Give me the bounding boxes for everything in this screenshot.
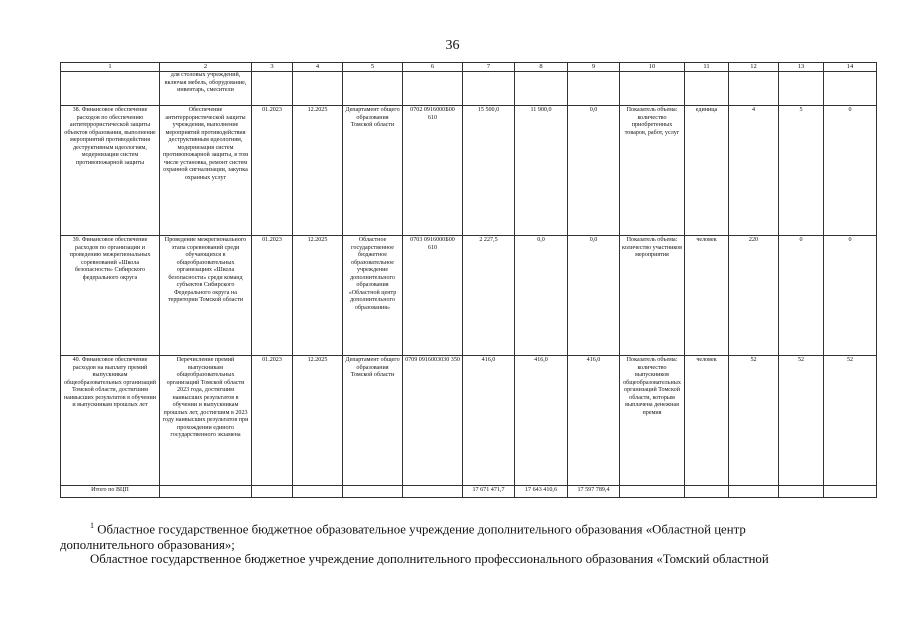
column-number-row <box>61 63 877 72</box>
activity-description: Проведение межрегионального этапа соревнований среди обучающихся в общеобразовательных организациях «Школа безопасности» среди команд субъектов Сибирского Федерального округа на территории Томской области <box>160 236 252 356</box>
value-2025: 0 <box>824 236 877 356</box>
program-table <box>60 62 877 498</box>
column-number: 7 <box>463 63 515 72</box>
total-2024: 17 643 410,6 <box>515 486 568 498</box>
column-number: 12 <box>729 63 779 72</box>
table-row <box>61 356 877 486</box>
executor: Департамент общего образования Томской области <box>343 356 403 486</box>
amount-2025: 0,0 <box>568 236 620 356</box>
indicator: Показатель объема: количество участников мероприятия <box>620 236 685 356</box>
column-number: 9 <box>568 63 620 72</box>
activity-description: Перечисление премий выпускникам общеобразовательных организаций Томской области 2023 года, достигшим наивысших результатов в обучении и выпускникам прошлых лет, достигшим в 2023 году наивысших результатов при прохождении единого государственного экзамена <box>160 356 252 486</box>
indicator: Показатель объема: количество выпускников общеобразовательных организаций Томской области, которым выплачена денежная премия <box>620 356 685 486</box>
column-number: 3 <box>252 63 293 72</box>
amount-2024: 416,0 <box>515 356 568 486</box>
value-2024: 52 <box>779 356 824 486</box>
value-2023: 4 <box>729 106 779 236</box>
value-2024: 5 <box>779 106 824 236</box>
amount-2024: 0,0 <box>515 236 568 356</box>
column-number: 10 <box>620 63 685 72</box>
page-number: 36 <box>445 38 460 53</box>
start-date: 01.2023 <box>252 106 293 236</box>
continuation-text: для столовых учреждений, включая мебель, оборудование, инвентарь, смесители <box>160 72 252 106</box>
activity-name: 38. Финансовое обеспечение расходов по обеспечению антитеррористической защиты объектов образования, выполнение мероприятий противодействия деструктивным идеологиям, модернизации систем противопожарной защиты <box>61 106 160 236</box>
footnote-mark: 1 <box>90 521 94 530</box>
unit: единица <box>685 106 729 236</box>
unit: человек <box>685 236 729 356</box>
table-row <box>61 106 877 236</box>
activity-name: 40. Финансовое обеспечение расходов на выплату премий выпускникам общеобразовательных организаций Томской области, достигшим наивысших результатов в обучении и выпускникам прошлых лет <box>61 356 160 486</box>
indicator: Показатель объема: количество приобретенных товаров, работ, услуг <box>620 106 685 236</box>
amount-2024: 11 900,0 <box>515 106 568 236</box>
start-date: 01.2023 <box>252 236 293 356</box>
amount-2023: 2 227,5 <box>463 236 515 356</box>
footnote-2: Областное государственное бюджетное учреждение дополнительного профессионального образования «Томский областной <box>90 552 769 566</box>
amount-2025: 0,0 <box>568 106 620 236</box>
budget-code: 0709 0916003030 350 <box>403 356 463 486</box>
executor: Департамент общего образования Томской области <box>343 106 403 236</box>
column-number: 4 <box>293 63 343 72</box>
value-2025: 52 <box>824 356 877 486</box>
end-date: 12.2025 <box>293 106 343 236</box>
amount-2023: 416,0 <box>463 356 515 486</box>
column-number: 14 <box>824 63 877 72</box>
amount-2023: 15 500,0 <box>463 106 515 236</box>
total-row <box>61 486 877 498</box>
column-number: 8 <box>515 63 568 72</box>
total-2023: 17 671 471,7 <box>463 486 515 498</box>
table-row <box>61 236 877 356</box>
value-2023: 52 <box>729 356 779 486</box>
footnote-1-text: Областное государственное бюджетное образовательное учреждение дополнительного образования «Областной центр дополнительного образования»; <box>60 522 746 553</box>
column-number: 1 <box>61 63 160 72</box>
activity-description: Обеспечение антитеррористической защиты учреждения, выполнение мероприятий противодействия деструктивным идеологиям, модернизация систем противопожарной защиты, в том числе установка, ремонт систем охранной сигнализации, закупка охранных услуг <box>160 106 252 236</box>
column-number: 13 <box>779 63 824 72</box>
budget-code: 0703 0916000Б00 610 <box>403 236 463 356</box>
unit: человек <box>685 356 729 486</box>
column-number: 2 <box>160 63 252 72</box>
column-number: 11 <box>685 63 729 72</box>
budget-code: 0702 0916000Б00 610 <box>403 106 463 236</box>
value-2024: 0 <box>779 236 824 356</box>
total-label: Итого по ВЦП <box>61 486 160 498</box>
amount-2025: 416,0 <box>568 356 620 486</box>
footnote-1 <box>60 518 840 553</box>
executor: Областное государственное бюджетное образовательное учреждение дополнительного образования «Областной центр дополнительного образования» <box>343 236 403 356</box>
start-date: 01.2023 <box>252 356 293 486</box>
activity-name: 39. Финансовое обеспечение расходов по организации и проведению межрегиональных соревнований «Школа безопасности» Сибирского федерального округа <box>61 236 160 356</box>
column-number: 5 <box>343 63 403 72</box>
continuation-row <box>61 72 877 106</box>
end-date: 12.2025 <box>293 236 343 356</box>
column-number: 6 <box>403 63 463 72</box>
total-2025: 17 597 789,4 <box>568 486 620 498</box>
value-2025: 0 <box>824 106 877 236</box>
value-2023: 220 <box>729 236 779 356</box>
end-date: 12.2025 <box>293 356 343 486</box>
